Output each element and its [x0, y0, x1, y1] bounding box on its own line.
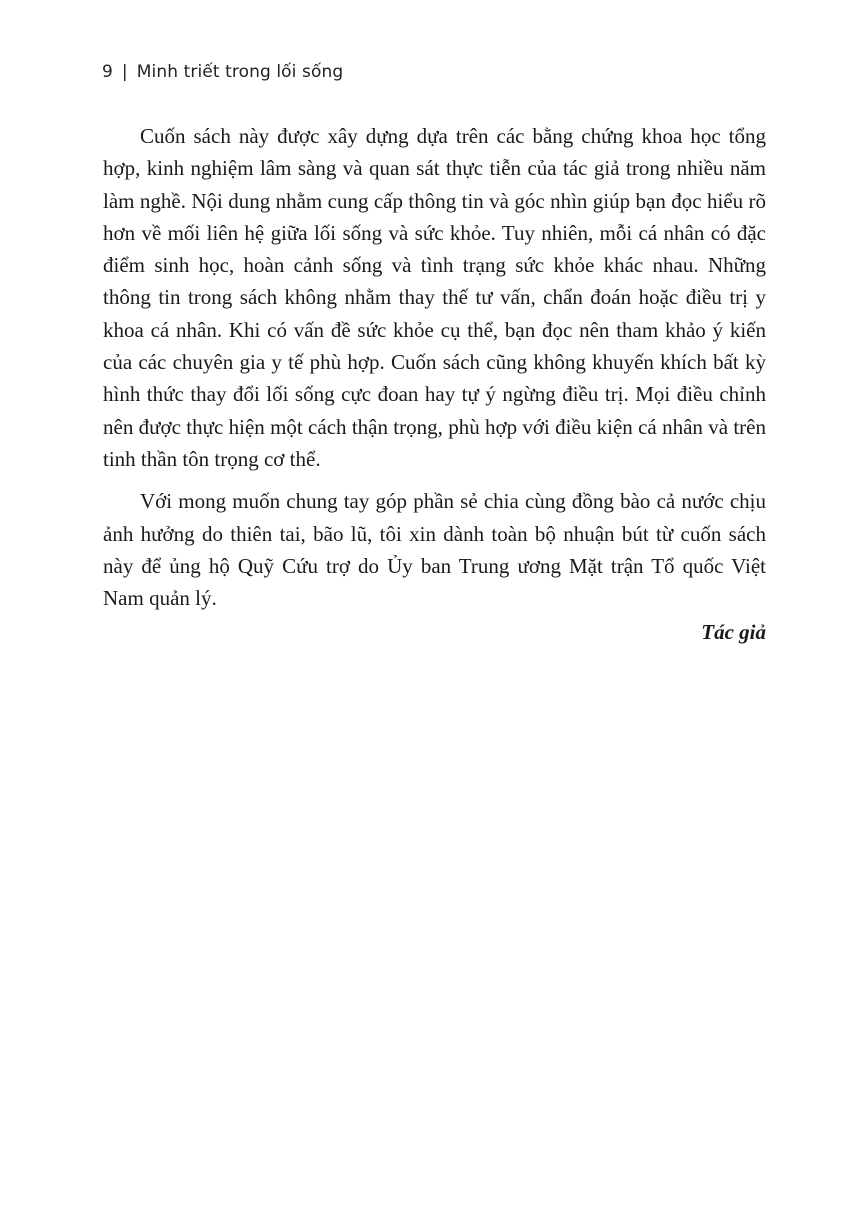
- book-title: Minh triết trong lối sống: [136, 62, 344, 82]
- author-signature: Tác giả: [701, 620, 766, 644]
- page-number: 9: [102, 62, 113, 82]
- body-text: [103, 120, 766, 614]
- header-separator: |: [121, 62, 128, 82]
- paragraph-donation: Với mong muốn chung tay góp phần sẻ chia cùng đồng bào cả nước chịu ảnh hưởng do thiên tai, bão lũ, tôi xin dành toàn bộ nhuận bút từ cuốn sách này để ủng hộ Quỹ Cứu trợ do Ủy ban Trung ương Mặt trận Tổ quốc Việt Nam quản lý.: [103, 489, 766, 611]
- running-header: [102, 62, 343, 82]
- paragraph-disclaimer: Cuốn sách này được xây dựng dựa trên các bằng chứng khoa học tổng hợp, kinh nghiệm lâm sàng và quan sát thực tiễn của tác giả trong nhiều năm làm nghề. Nội dung nhằm cung cấp thông tin và góc nhìn giúp bạn đọc hiểu rõ hơn về mối liên hệ giữa lối sống và sức khỏe. Tuy nhiên, mỗi cá nhân có đặc điểm sinh học, hoàn cảnh sống và tình trạng sức khỏe khác nhau. Những thông tin trong sách không nhằm thay thế tư vấn, chẩn đoán hoặc điều trị y khoa cá nhân. Khi có vấn đề sức khỏe cụ thể, bạn đọc nên tham khảo ý kiến của các chuyên gia y tế phù hợp. Cuốn sách cũng không khuyến khích bất kỳ hình thức thay đổi lối sống cực đoan hay tự ý ngừng điều trị. Mọi điều chỉnh nên được thực hiện một cách thận trọng, phù hợp với điều kiện cá nhân và trên tinh thần tôn trọng cơ thể.: [103, 124, 766, 471]
